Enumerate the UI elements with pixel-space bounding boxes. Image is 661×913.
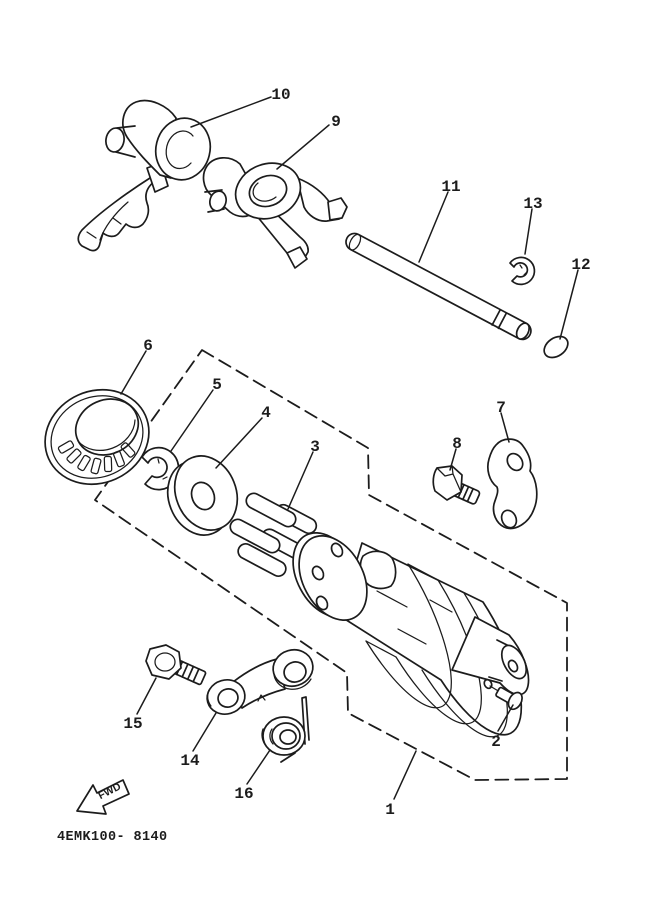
callout-leader-16 — [247, 750, 270, 784]
callout-label-16: 16 — [234, 785, 254, 803]
callout-leader-9 — [277, 125, 329, 169]
fwd-arrow — [77, 780, 129, 814]
callout-label-10: 10 — [271, 86, 291, 104]
part-7-stopper-plate — [488, 439, 537, 530]
callout-leader-11 — [419, 192, 448, 262]
part-10-shift-fork-1 — [78, 101, 216, 251]
callout-leader-7 — [501, 413, 509, 442]
callout-label-8: 8 — [452, 435, 462, 453]
callout-leader-1 — [394, 751, 416, 799]
callout-label-9: 9 — [331, 113, 341, 131]
diagram-part-code: 4EMK100- 8140 — [57, 830, 168, 845]
callout-label-2: 2 — [491, 733, 501, 751]
callout-leader-13 — [525, 209, 532, 254]
callout-label-3: 3 — [310, 438, 320, 456]
part-14-shift-lever — [203, 645, 317, 718]
callout-label-5: 5 — [212, 376, 222, 394]
callout-label-15: 15 — [123, 715, 143, 733]
callout-leader-12 — [560, 270, 578, 339]
part-11-fork-guide-bar — [343, 230, 534, 342]
callout-label-14: 14 — [180, 752, 200, 770]
callout-label-11: 11 — [441, 178, 461, 196]
part-6-needle-bearing — [30, 373, 164, 500]
callout-leader-5 — [171, 390, 213, 451]
callout-leader-10 — [191, 97, 271, 127]
callout-label-4: 4 — [261, 404, 271, 422]
callout-leader-15 — [137, 678, 156, 714]
part-12-oring — [540, 332, 572, 362]
callout-leader-3 — [288, 452, 313, 509]
part-1-shift-cam-assembly — [279, 521, 531, 737]
callout-label-1: 1 — [385, 801, 395, 819]
callout-leader-6 — [121, 351, 146, 394]
callout-label-7: 7 — [496, 399, 506, 417]
fwd-arrow-label: FWD — [96, 780, 124, 803]
callout-leader-4 — [216, 418, 262, 468]
callout-label-6: 6 — [143, 337, 153, 355]
callout-leader-14 — [193, 713, 216, 751]
callout-label-13: 13 — [523, 195, 543, 213]
part-8-bolt — [433, 466, 480, 505]
part-9-shift-fork-2 — [204, 154, 347, 268]
part-13-circlip — [510, 257, 534, 284]
callout-label-12: 12 — [571, 256, 591, 274]
